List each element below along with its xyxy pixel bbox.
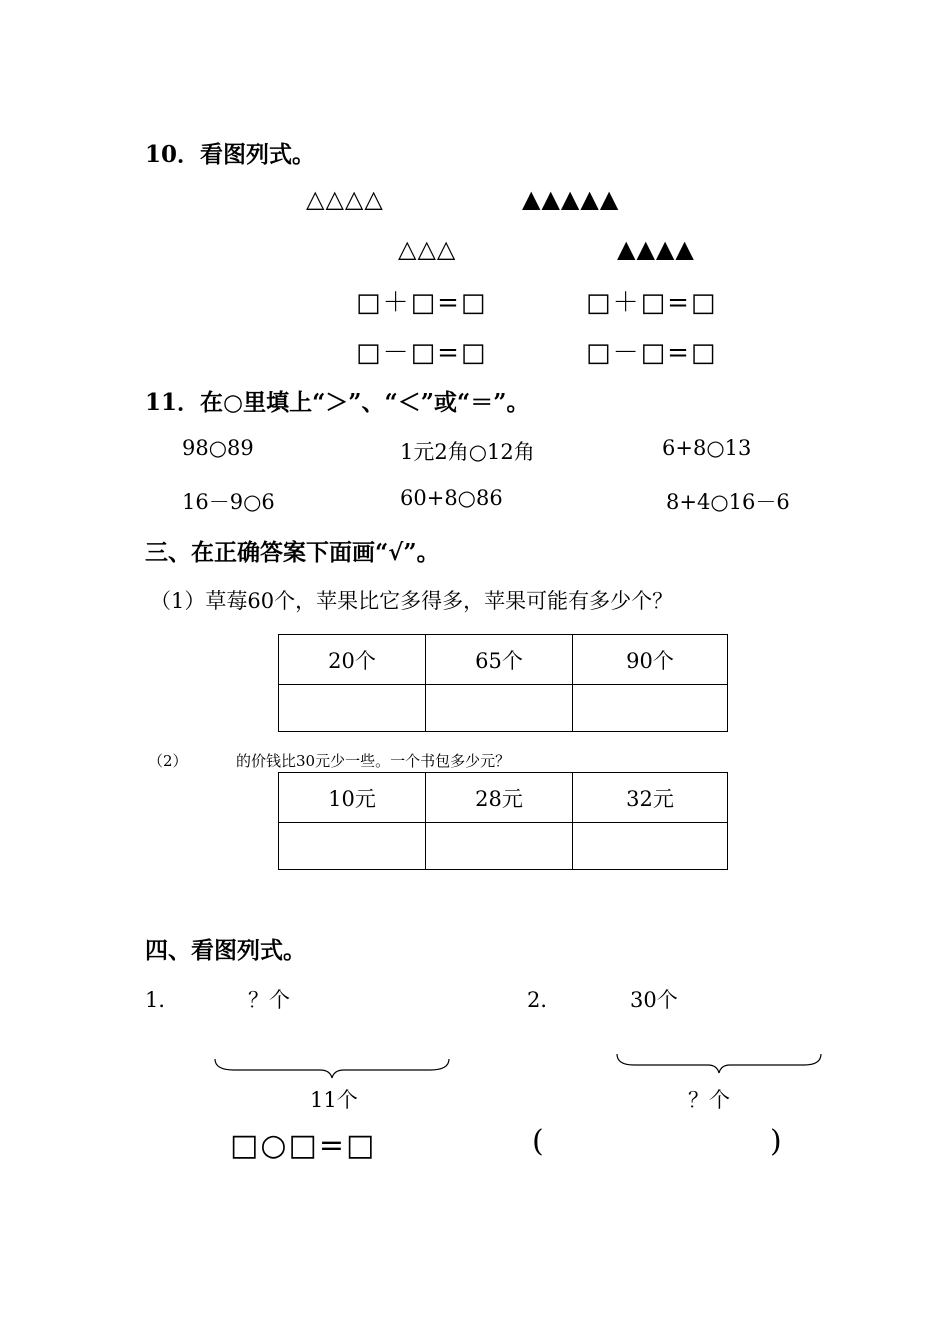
q11-title: 11．在○里填上“＞”、“＜”或“＝”。 — [145, 389, 530, 416]
compare-item: 16－9○6 — [182, 490, 275, 514]
q10-title: 10．看图列式。 — [145, 141, 316, 168]
answer-cell[interactable] — [279, 685, 426, 732]
black-triangles-row2: ▲▲▲▲ — [617, 235, 695, 263]
option-cell: 32元 — [573, 773, 728, 823]
option-cell: 20个 — [279, 635, 426, 685]
compare-item: 60+8○86 — [400, 486, 503, 510]
problem1-bottom-label: 11个 — [310, 1088, 358, 1112]
answer-cell[interactable] — [426, 823, 573, 870]
answer-table-1 — [278, 634, 728, 732]
section3-title: 三、在正确答案下面画“√”。 — [145, 539, 440, 566]
q10-addition-equation-right: □＋□=□ — [586, 288, 718, 318]
option-cell: 28元 — [426, 773, 573, 823]
q10-subtraction-equation-left: □－□=□ — [356, 338, 488, 368]
section4-title: 四、看图列式。 — [145, 937, 306, 964]
option-cell: 65个 — [426, 635, 573, 685]
compare-item: 6+8○13 — [662, 436, 752, 460]
problem2-close-paren: ) — [770, 1124, 782, 1159]
problem2-brace-icon — [616, 1053, 822, 1075]
problem1-equation: □○□=□ — [230, 1128, 377, 1163]
answer-cell[interactable] — [573, 685, 728, 732]
compare-item: 98○89 — [182, 436, 254, 460]
white-triangles-row2: △△△ — [398, 235, 457, 263]
q10-addition-equation-left: □＋□=□ — [356, 288, 488, 318]
option-cell: 90个 — [573, 635, 728, 685]
problem2-number: 2． — [527, 988, 562, 1012]
compare-item: 8+4○16－6 — [666, 490, 790, 514]
section3-question2-number: （2） — [148, 752, 188, 770]
compare-item: 1元2角○12角 — [400, 440, 535, 464]
answer-table-2 — [278, 772, 728, 870]
white-triangles-row1: △△△△ — [306, 185, 384, 213]
section3-question2: 的价钱比30元少一些。一个书包多少元？ — [236, 752, 511, 770]
problem2-top-label: 30个 — [630, 988, 678, 1012]
problem2-bottom-label: ？个 — [688, 1088, 730, 1112]
answer-cell[interactable] — [279, 823, 426, 870]
problem1-top-label: ？个 — [248, 988, 290, 1012]
option-cell: 10元 — [279, 773, 426, 823]
section3-question1: （1）草莓60个，苹果比它多得多，苹果可能有多少个？ — [150, 589, 674, 613]
q10-subtraction-equation-right: □－□=□ — [586, 338, 718, 368]
answer-cell[interactable] — [426, 685, 573, 732]
problem1-number: 1． — [145, 988, 180, 1012]
black-triangles-row1: ▲▲▲▲▲ — [522, 185, 620, 213]
problem1-brace-icon — [214, 1058, 450, 1080]
answer-cell[interactable] — [573, 823, 728, 870]
problem2-open-paren: ( — [532, 1124, 544, 1159]
